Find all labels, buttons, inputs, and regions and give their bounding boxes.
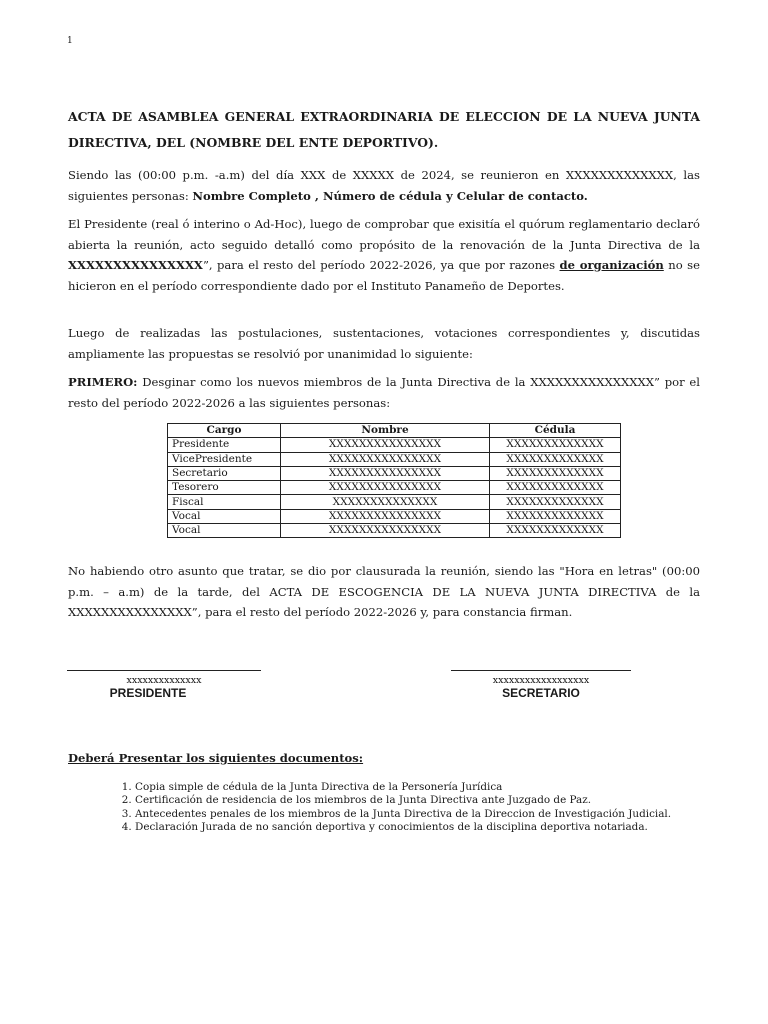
opening-text: Siendo las (00:00 p.m. -a.m) del día XXX de XXXXX de 2024, se reunieron en XXXXXXXXXXXXX, las siguientes personas:	[68, 168, 700, 203]
cell-cargo: Secretario	[168, 466, 281, 480]
primero-label: PRIMERO:	[68, 375, 138, 389]
cell-cedula: XXXXXXXXXXXXX	[490, 452, 621, 466]
cell-nombre: XXXXXXXXXXXXXX	[281, 495, 490, 509]
cell-nombre: XXXXXXXXXXXXXXX	[281, 524, 490, 538]
cell-nombre: XXXXXXXXXXXXXXX	[281, 438, 490, 452]
page-number: 1	[67, 36, 73, 46]
list-item: 2. Certificación de residencia de los miembros de la Junta Directiva ante Juzgado de Paz.	[135, 794, 700, 807]
signature-name-secretary: xxxxxxxxxxxxxxxxxx	[492, 675, 590, 686]
list-item: 3. Antecedentes penales de los miembros de la Junta Directiva de la Direccion de Investigación Judicial.	[135, 808, 700, 821]
paragraph-primero	[68, 372, 700, 413]
cell-cedula: XXXXXXXXXXXXX	[490, 438, 621, 452]
cell-nombre: XXXXXXXXXXXXXXX	[281, 452, 490, 466]
paragraph-opening	[68, 165, 700, 206]
signature-name-president: xxxxxxxxxxxxxx	[126, 675, 202, 686]
president-text-e: no se hicieron en el período correspondiente dado por el Instituto Panameño de Deportes.	[68, 258, 700, 293]
cell-cedula: XXXXXXXXXXXXX	[490, 481, 621, 495]
paragraph-closing: No habiendo otro asunto que tratar, se dio por clausurada la reunión, siendo las "Hora en letras" (00:00 p.m. – a.m) de la tarde, del ACTA DE ESCOGENCIA DE LA NUEVA JUNTA DIRECTIVA de la XXXXXXXXXXXXXXX”, para el resto del período 2022-2026 y, para constancia firman.	[68, 564, 700, 619]
paragraph-resolution: Luego de realizadas las postulaciones, sustentaciones, votaciones correspondientes y, discutidas ampliamente las propuestas se resolvió por unanimidad lo siguiente:	[68, 326, 700, 361]
table-row	[168, 452, 621, 466]
documents-list	[108, 781, 700, 835]
table-row	[168, 509, 621, 523]
president-text-c: ”, para el resto del período 2022-2026, ya que por razones	[202, 258, 560, 272]
primero-text: Desginar como los nuevos miembros de la Junta Directiva de la XXXXXXXXXXXXXXX” por el resto del período 2022-2026 a las siguientes personas:	[68, 375, 700, 410]
cell-nombre: XXXXXXXXXXXXXXX	[281, 481, 490, 495]
document-title: ACTA DE ASAMBLEA GENERAL EXTRAORDINARIA DE ELECCION DE LA NUEVA JUNTA DIRECTIVA, DEL (NOMBRE DEL ENTE DEPORTIVO).	[68, 109, 700, 150]
entity-placeholder: XXXXXXXXXXXXXXX	[68, 258, 203, 272]
paragraph-president	[68, 214, 700, 296]
cell-cedula: XXXXXXXXXXXXX	[490, 509, 621, 523]
signature-line-president	[67, 670, 261, 671]
list-item: 4. Declaración Jurada de no sanción deportiva y conocimientos de la disciplina deportiva notariada.	[135, 821, 700, 834]
organization-underlined: de organización	[559, 258, 664, 272]
header-cargo: Cargo	[168, 424, 281, 438]
header-cedula: Cédula	[490, 424, 621, 438]
header-nombre: Nombre	[281, 424, 490, 438]
table-header-row	[168, 424, 621, 438]
president-text-a: El Presidente (real ó interino o Ad-Hoc), luego de comprobar que exisitía el quórum reglamentario declaró abierta la reunión, acto seguido detalló como propósito de la renovación de la Junta Directiva de la	[68, 217, 700, 252]
cell-cedula: XXXXXXXXXXXXX	[490, 466, 621, 480]
opening-bold-text: Nombre Completo , Número de cédula y Celular de contacto.	[192, 188, 588, 203]
table-row	[168, 524, 621, 538]
cell-nombre: XXXXXXXXXXXXXXX	[281, 466, 490, 480]
cell-nombre: XXXXXXXXXXXXXXX	[281, 509, 490, 523]
cell-cargo: Tesorero	[168, 481, 281, 495]
cell-cargo: VicePresidente	[168, 452, 281, 466]
table-row	[168, 495, 621, 509]
cell-cargo: Presidente	[168, 438, 281, 452]
table-row	[168, 466, 621, 480]
cell-cedula: XXXXXXXXXXXXX	[490, 495, 621, 509]
members-table	[167, 423, 621, 538]
cell-cargo: Vocal	[168, 524, 281, 538]
cell-cargo: Fiscal	[168, 495, 281, 509]
signature-role-secretary: SECRETARIO	[502, 686, 580, 700]
signature-line-secretary	[451, 670, 631, 671]
documents-heading: Deberá Presentar los siguientes documentos:	[68, 751, 364, 765]
cell-cargo: Vocal	[168, 509, 281, 523]
cell-cedula: XXXXXXXXXXXXX	[490, 524, 621, 538]
table-row	[168, 481, 621, 495]
table-row	[168, 438, 621, 452]
signature-role-president: PRESIDENTE	[109, 686, 187, 700]
list-item: 1. Copia simple de cédula de la Junta Directiva de la Personería Jurídica	[135, 781, 700, 794]
